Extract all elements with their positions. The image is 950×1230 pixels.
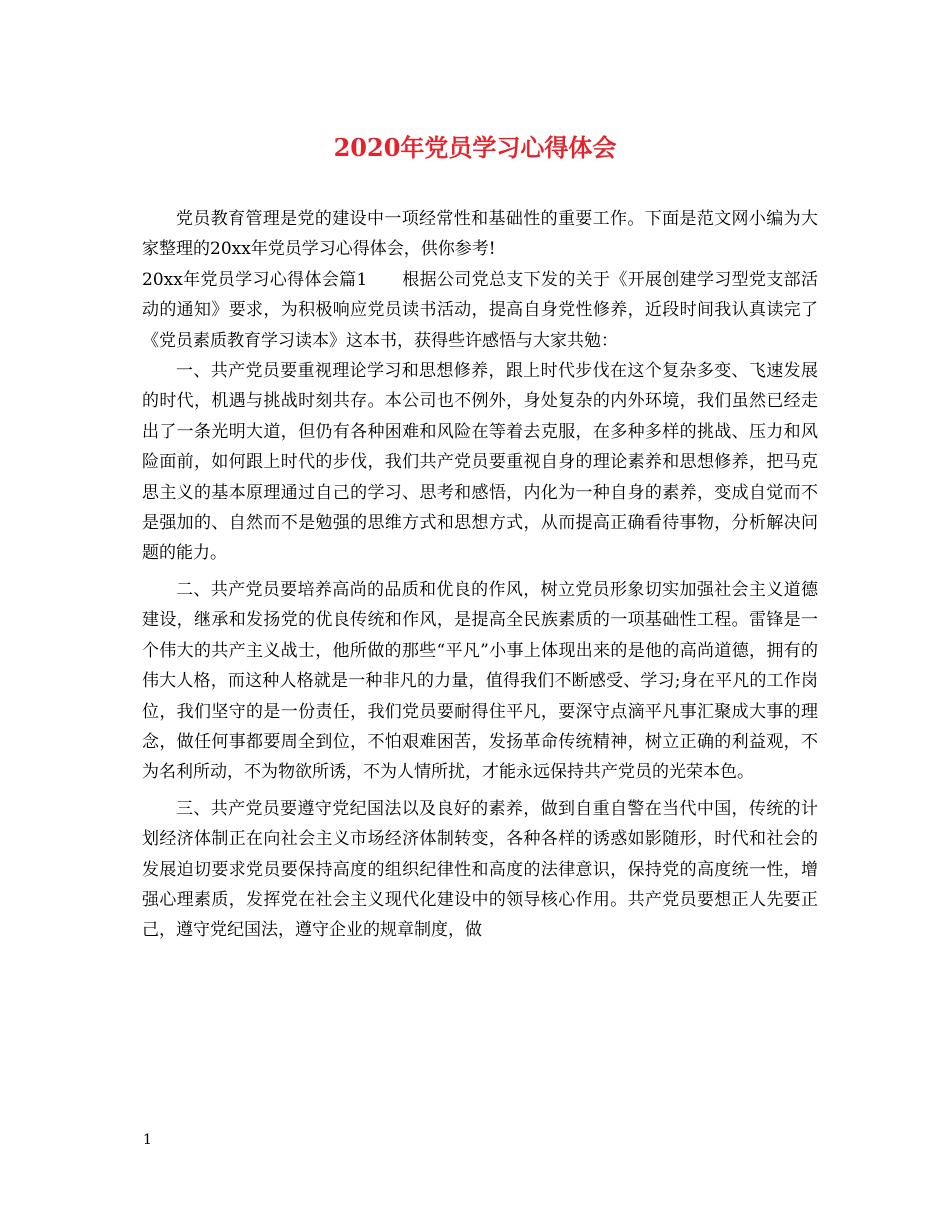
point-one-paragraph: 一、共产党员要重视理论学习和思想修养，跟上时代步伐在这个复杂多变、飞速发展的时代，机遇与挑战时刻共存。本公司也不例外，身处复杂的内外环境，我们虽然已经走出了一条光明大道，但仍有各种困难和风险在等着去克服，在多种多样的挑战、压力和风险面前，如何跟上时代的步伐，我们共产党员要重视自身的理论素养和思想修养，把马克思主义的基本原理通过自己的学习、思考和感悟，内化为一种自身的素养，变成自觉而不是强加的、自然而不是勉强的思维方式和思想方式，从而提高正确看待事物，分析解决问题的能力。 bbox=[142, 361, 818, 564]
document-title: 2020年党员学习心得体会 bbox=[333, 133, 617, 162]
section-heading-paragraph: 20xx年党员学习心得体会篇1 根据公司党总支下发的关于《开展创建学习型党支部活动的通知》要求，为积极响应党员读书活动，提高自身党性修养，近段时间我认真读完了《党员素质教育学习读本》这本书，获得些许感悟与大家共勉： bbox=[142, 269, 818, 351]
page-number: 1 bbox=[143, 1132, 152, 1148]
document-body bbox=[142, 204, 818, 946]
intro-paragraph: 党员教育管理是党的建设中一项经常性和基础性的重要工作。下面是范文网小编为大家整理的20xx年党员学习心得体会，供你参考! bbox=[142, 209, 818, 260]
point-three-paragraph: 三、共产党员要遵守党纪国法以及良好的素养，做到自重自警在当代中国，传统的计划经济体制正在向社会主义市场经济体制转变，各种各样的诱惑如影随形，时代和社会的发展迫切要求党员要保持高度的组织纪律性和高度的法律意识，保持党的高度统一性，增强心理素质，发挥党在社会主义现代化建设中的领导核心作用。共产党员要想正人先要正己，遵守党纪国法，遵守企业的规章制度，做 bbox=[142, 798, 818, 941]
point-two-paragraph: 二、共产党员要培养高尚的品质和优良的作风，树立党员形象切实加强社会主义道德建设，继承和发扬党的优良传统和作风，是提高全民族素质的一项基础性工程。雷锋是一个伟大的共产主义战士，他所做的那些“平凡”小事上体现出来的是他的高尚道德，拥有的伟大人格，而这种人格就是一种非凡的力量，值得我们不断感受、学习;身在平凡的工作岗位，我们坚守的是一份责任，我们党员要耐得住平凡，要深守点滴平凡事汇聚成大事的理念，做任何事都要周全到位，不怕艰难困苦，发扬革命传统精神，树立正确的利益观，不为名利所动，不为物欲所诱，不为人情所扰，才能永远保持共产党员的光荣本色。 bbox=[142, 579, 818, 783]
